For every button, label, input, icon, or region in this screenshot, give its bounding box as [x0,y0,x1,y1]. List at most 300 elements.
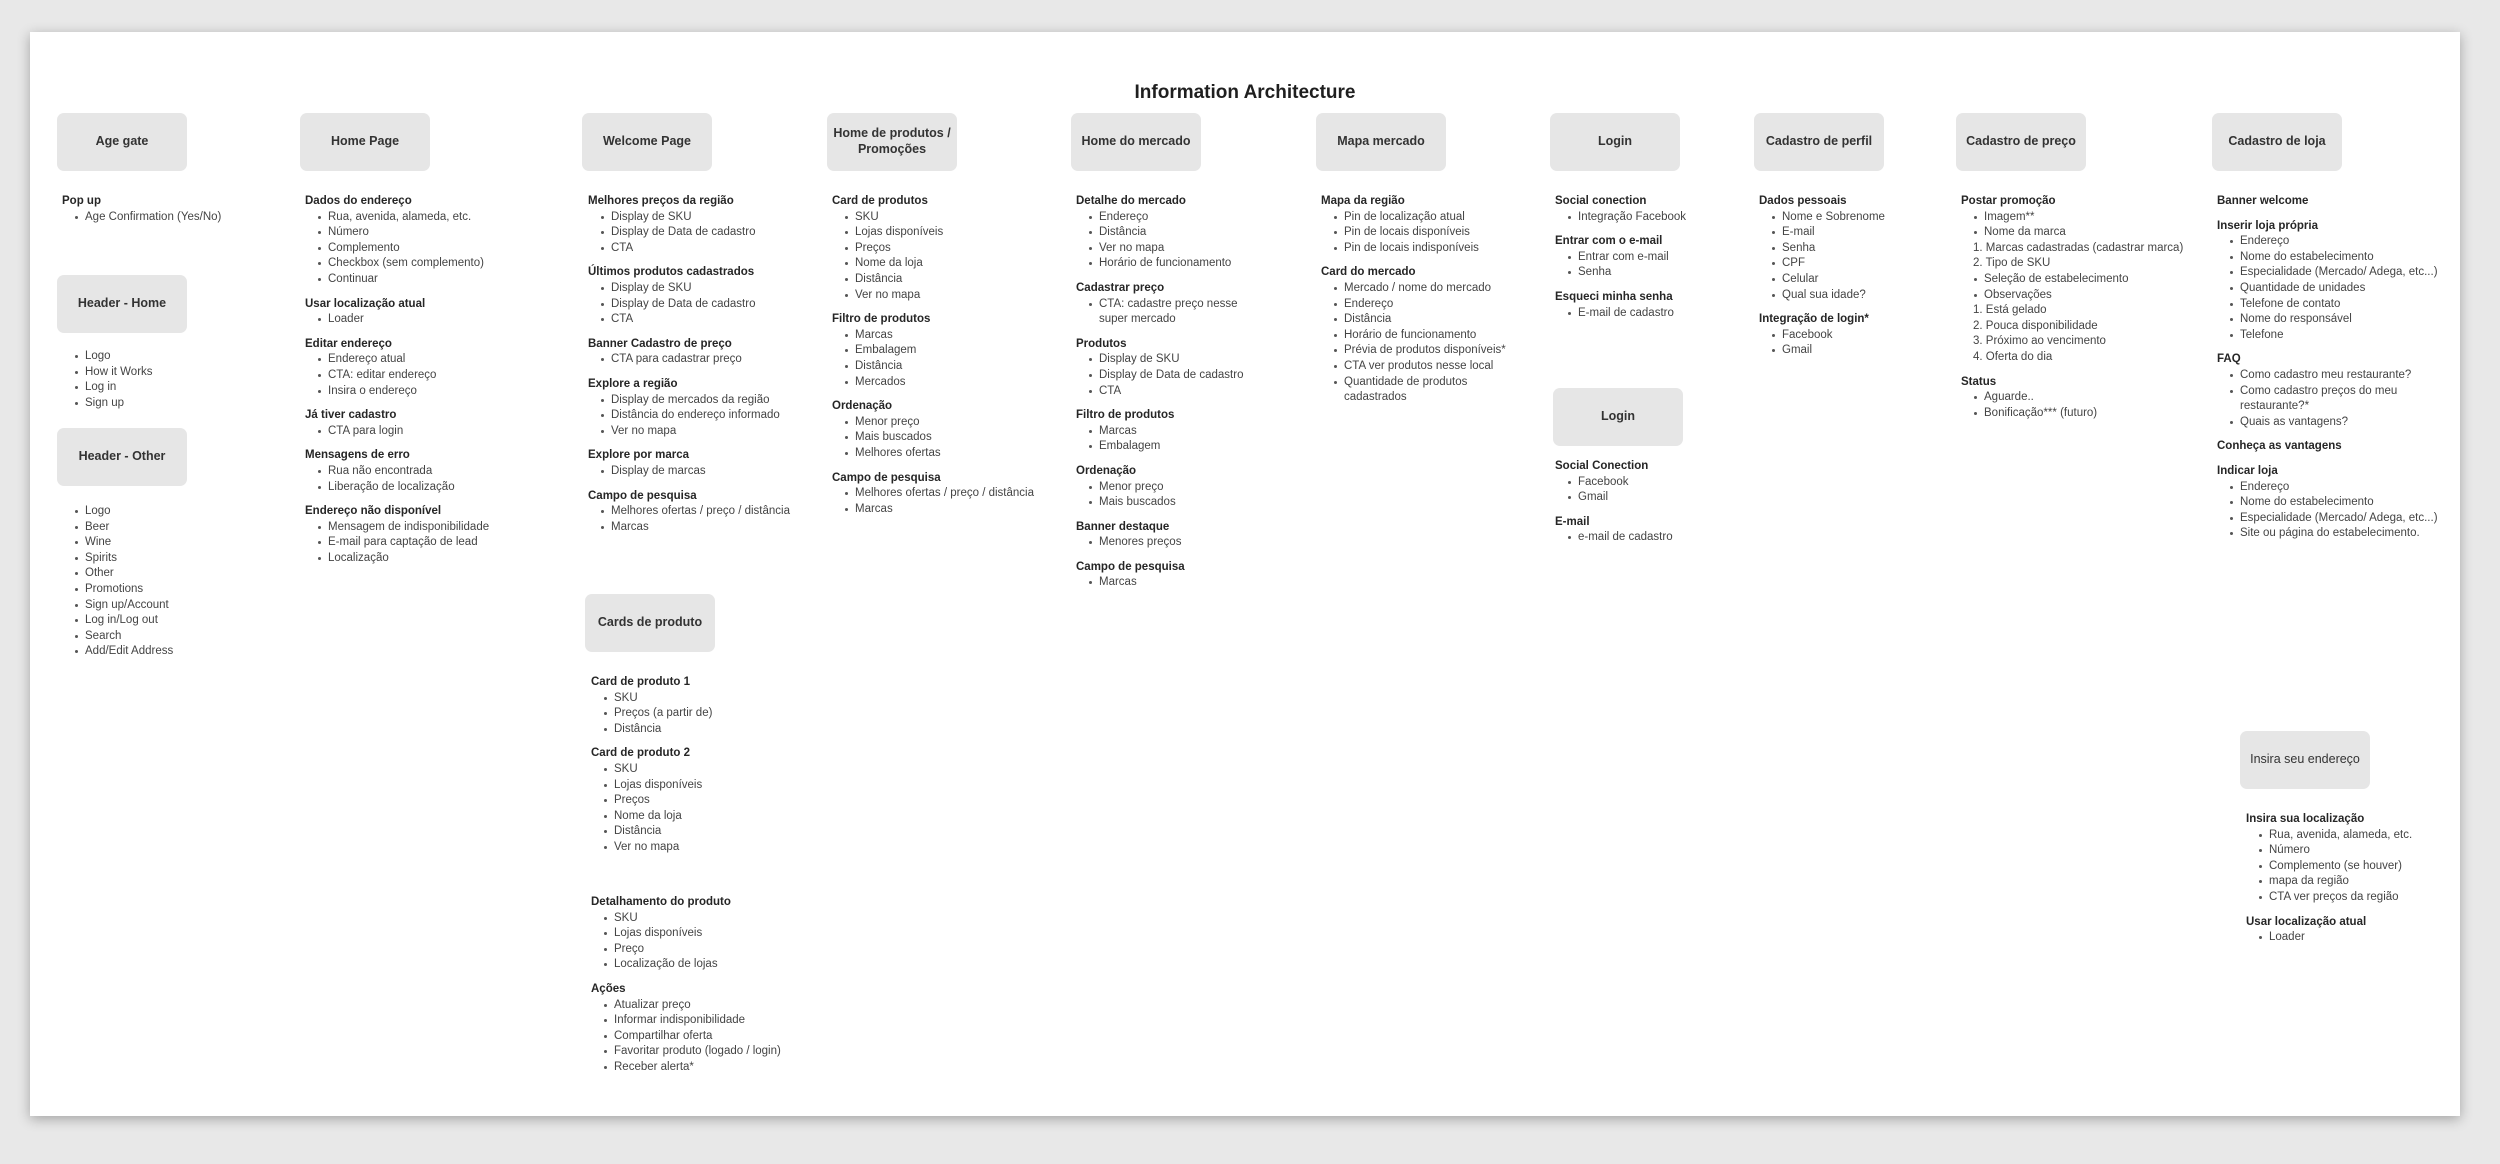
list-item: Número [2258,843,2446,859]
list-item: Localização de lojas [603,957,861,973]
list-item: Log in/Log out [74,613,332,629]
section [1555,194,1745,225]
section [1076,194,1266,272]
list-item: CTA ver produtos nesse local [1333,359,1511,375]
list-item: 3. Próximo ao vencimento [1973,335,2106,348]
group-login [1555,194,1745,330]
section-list [1961,210,2221,366]
section [2217,464,2447,542]
box-login-secondary[interactable]: Login [1553,388,1683,446]
section [1555,290,1745,321]
section [832,194,1102,303]
group-cadastro-de-perfil [1759,194,1949,368]
section-list [305,424,575,440]
list-item: Seleção de estabelecimento [1973,272,2221,288]
list-item: Logo [74,504,332,520]
section-list [1555,530,1745,546]
list-item: Qual sua idade? [1771,288,1949,304]
section-heading: Pop up [62,195,101,207]
section-heading: Social Conection [1555,460,1649,472]
list-item: Beer [74,520,332,536]
section-heading: Filtro de produtos [832,313,931,326]
section-heading: Campo de pesquisa [832,471,941,484]
list-item: E-mail de cadastro [1567,306,1745,322]
list-item: 2. Tipo de SKU [1973,257,2051,270]
list-item: Sign up [74,396,332,412]
list-item: Mercados [844,375,1102,391]
list-item: Preços (a partir de) [603,706,861,722]
list-item: Marcas [1088,424,1266,440]
list-item: E-mail [1771,225,1949,241]
section [1555,459,1745,506]
section [62,194,332,225]
section-list [305,210,575,288]
section-list [2246,930,2446,946]
section-heading: Produtos [1076,337,1127,350]
list-item: Informar indisponibilidade [603,1013,861,1029]
section [832,399,1102,461]
section-heading: FAQ [2217,353,2241,366]
list-item: Como cadastro preços do meu restaurante?* [2229,384,2447,415]
section [591,746,861,855]
section-heading: Últimos produtos cadastrados [588,266,755,279]
section [588,265,858,327]
box-cadastro-de-loja[interactable]: Cadastro de loja [2212,113,2342,171]
list-item: Wine [74,535,332,551]
group-insira-seu-endereco [2246,812,2446,955]
section-heading: Banner destaque [1076,520,1170,533]
box-login[interactable]: Login [1550,113,1680,171]
section [2246,915,2446,946]
list-item: Mais buscados [1088,495,1266,511]
section-list [832,486,1102,517]
section [1076,464,1266,511]
list-item: 1. Marcas cadastradas (cadastrar marca) [1973,241,2184,254]
section-list [1076,575,1266,591]
list-item: Horário de funcionamento [1088,256,1266,272]
list-item: Preço [603,942,861,958]
list-item: CTA ver preços da região [2258,890,2446,906]
list-item: Aguarde.. [1973,390,2221,406]
list-item: Integração Facebook [1567,210,1745,226]
list-item: Display de SKU [600,281,858,297]
list-item: Preços [603,793,861,809]
list-item: Telefone [2229,328,2447,344]
section-list [1555,250,1745,281]
list-item: Compartilhar oferta [603,1029,861,1045]
section [832,312,1102,390]
group-header-other [62,504,332,669]
list-item: 2. Pouca disponibilidade [1973,319,2098,332]
group-home-page [305,194,575,575]
list-item: Atualizar preço [603,998,861,1014]
list-item: Distância [844,359,1102,375]
section-heading: Dados pessoais [1759,195,1847,207]
list-item: Spirits [74,551,332,567]
list-item: Prévia de produtos disponíveis* [1333,343,1511,359]
section-list [591,762,861,856]
group-mapa-mercado [1321,194,1511,415]
list-item: Ver no mapa [600,424,858,440]
section [1076,337,1266,399]
page-title: Information Architecture [1134,82,1356,103]
box-insira-seu-endereco[interactable]: Insira seu endereço [2240,731,2370,789]
list-item: Ver no mapa [844,288,1102,304]
section-heading: Cadastrar preço [1076,281,1165,294]
section [1555,515,1745,546]
list-item: Display de SKU [600,210,858,226]
section [1076,408,1266,455]
list-item: Como cadastro meu restaurante? [2229,368,2447,384]
list-item: Gmail [1771,343,1949,359]
list-item: Insira o endereço [317,384,575,400]
list-item: Liberação de localização [317,480,575,496]
list-item: Log in [74,380,332,396]
box-home-page[interactable]: Home Page [300,113,430,171]
list-item: Mercado / nome do mercado [1333,281,1511,297]
section [305,504,575,566]
list-item: Sign up/Account [74,598,332,614]
section [1076,520,1266,551]
list-item: Especialidade (Mercado/ Adega, etc...) [2229,511,2447,527]
list-item: Marcas [600,520,858,536]
section-heading: Card de produto 2 [591,747,691,760]
section-heading: Dados do endereço [305,195,412,207]
list-item: Mensagem de indisponibilidade [317,520,575,536]
list-item: Ver no mapa [603,840,861,856]
section [591,675,861,737]
list-item: Nome da marca [1973,225,2221,241]
list-item: Rua não encontrada [317,464,575,480]
section [588,377,858,439]
list-item: Menores preços [1088,535,1266,551]
group-login-secondary [1555,459,1745,555]
section-list [1321,281,1511,406]
list-item: Quantidade de unidades [2229,281,2447,297]
list-item: SKU [603,911,861,927]
list-item: Facebook [1771,328,1949,344]
list-item: Display de Data de cadastro [1088,368,1266,384]
section-heading: Mapa da região [1321,195,1405,207]
list-item: Senha [1771,241,1949,257]
section-heading: Card de produto 1 [591,676,691,688]
list-item: Display de marcas [600,464,858,480]
section-list [588,393,858,440]
list-item: Distância [1333,312,1511,328]
section-list [832,415,1102,462]
list-item: Distância [1088,225,1266,241]
group-age-gate [62,194,332,234]
list-item: e-mail de cadastro [1567,530,1745,546]
list-item: Gmail [1567,490,1745,506]
list-item: Other [74,566,332,582]
section-heading: Campo de pesquisa [588,489,697,502]
list-item: Loader [317,312,575,328]
diagram-board [30,32,2460,1116]
list-item: How it Works [74,365,332,381]
list-item: Distância do endereço informado [600,408,858,424]
section-list [588,352,858,368]
section-list [1759,210,1949,304]
section [1759,312,1949,359]
group-home-de-produtos [832,194,1102,526]
section-list [1555,475,1745,506]
box-cards-de-produto[interactable]: Cards de produto [585,594,715,652]
list-item: Endereço [2229,480,2447,496]
section [588,194,858,256]
section-heading: Ações [591,982,626,995]
section-heading: Já tiver cadastro [305,409,397,422]
list-item: Add/Edit Address [74,644,332,660]
box-cadastro-de-perfil[interactable]: Cadastro de perfil [1754,113,1884,171]
list-item: 4. Oferta do dia [1973,350,2053,363]
list-item: Nome do estabelecimento [2229,495,2447,511]
section [1321,194,1511,256]
section-list [2246,828,2446,906]
section [1759,194,1949,303]
list-item: SKU [603,762,861,778]
list-item: Display de Data de cadastro [600,297,858,313]
section-list [1076,480,1266,511]
section-list [588,464,858,480]
list-item: Menor preço [844,415,1102,431]
section-list [305,464,575,495]
group-header-home [62,349,332,420]
list-item: CTA para login [317,424,575,440]
section [62,349,332,411]
list-item: Search [74,629,332,645]
section-list [591,911,861,973]
section-list [591,691,861,738]
list-item: Especialidade (Mercado/ Adega, etc...) [2229,265,2447,281]
list-item: Facebook [1567,475,1745,491]
list-item: Endereço [1088,210,1266,226]
section [1961,375,2221,422]
list-item: SKU [603,691,861,707]
section-list [1321,210,1511,257]
box-mapa-mercado[interactable]: Mapa mercado [1316,113,1446,171]
list-item: Senha [1567,265,1745,281]
section [591,982,861,1076]
box-home-de-produtos[interactable]: Home de produtos / Promoções [827,113,957,171]
list-item: Horário de funcionamento [1333,328,1511,344]
list-item: CTA [600,312,858,328]
section-list [588,504,858,535]
list-item: Melhores ofertas / preço / distância [600,504,858,520]
box-header-other[interactable]: Header - Other [57,428,187,486]
section-list [1076,535,1266,551]
list-item: Número [317,225,575,241]
section [2217,219,2447,344]
section-list [588,281,858,328]
list-item: Distância [844,272,1102,288]
section-list [62,504,332,660]
list-item: Display de Data de cadastro [600,225,858,241]
section [588,448,858,479]
section-heading: Editar endereço [305,337,392,350]
list-item: Promotions [74,582,332,598]
list-item: Nome do estabelecimento [2229,250,2447,266]
section-list [2217,234,2447,343]
section-heading: Banner Cadastro de preço [588,337,732,350]
list-item: Nome do responsável [2229,312,2447,328]
list-item: Display de mercados da região [600,393,858,409]
section-heading: Usar localização atual [305,297,426,310]
section [62,504,332,660]
section [2217,439,2447,455]
list-item: Endereço [2229,234,2447,250]
list-item: Pin de locais disponíveis [1333,225,1511,241]
section-heading: Postar promoção [1961,195,2056,207]
list-item: Telefone de contato [2229,297,2447,313]
list-item: CTA: editar endereço [317,368,575,384]
section-list [832,328,1102,390]
list-item: Localização [317,551,575,567]
section-list [305,520,575,567]
section [1961,194,2221,366]
section [1321,265,1511,405]
list-item: Melhores ofertas / preço / distância [844,486,1102,502]
section-list [1555,210,1745,226]
section-heading: Ordenação [1076,464,1137,477]
list-item: Mais buscados [844,430,1102,446]
section [305,337,575,399]
section-heading: Status [1961,375,1997,388]
box-cadastro-de-preco[interactable]: Cadastro de preço [1956,113,2086,171]
section-heading: Indicar loja [2217,464,2278,477]
section-heading: Conheça as vantagens [2217,440,2342,453]
section-list [305,352,575,399]
box-home-do-mercado[interactable]: Home do mercado [1071,113,1201,171]
list-item: Site ou página do estabelecimento. [2229,526,2447,542]
list-item: Pin de localização atual [1333,210,1511,226]
list-item: Endereço atual [317,352,575,368]
list-item: Marcas [1088,575,1266,591]
section-list [588,210,858,257]
list-item: 1. Está gelado [1973,304,2047,317]
list-item: Loader [2258,930,2446,946]
section-heading: Inserir loja própria [2217,219,2318,232]
list-item: Marcas [844,502,1102,518]
list-item: SKU [844,210,1102,226]
list-item: Menor preço [1088,480,1266,496]
list-item: Complemento (se houver) [2258,859,2446,875]
list-item: Bonificação*** (futuro) [1973,406,2221,422]
section-heading: Explore a região [588,377,678,390]
section-heading: Ordenação [832,400,893,413]
list-item: Entrar com e-mail [1567,250,1745,266]
section-heading: Entrar com o e-mail [1555,235,1663,248]
list-item: Rua, avenida, alameda, etc. [317,210,575,226]
section-list [1076,424,1266,455]
list-item: Rua, avenida, alameda, etc. [2258,828,2446,844]
list-item: CPF [1771,256,1949,272]
box-welcome-page[interactable]: Welcome Page [582,113,712,171]
section-heading: Card do mercado [1321,266,1416,279]
section-list [1076,297,1266,328]
section [305,448,575,495]
list-item: Distância [603,722,861,738]
list-item: Lojas disponíveis [603,926,861,942]
list-item: Preços [844,241,1102,257]
section [588,489,858,536]
section [1076,560,1266,591]
section-list [305,312,575,328]
list-item: Observações [1973,288,2221,304]
section-heading: Usar localização atual [2246,915,2367,928]
section-heading: Detalhe do mercado [1076,195,1186,207]
list-item: Age Confirmation (Yes/No) [74,210,332,226]
list-item: Lojas disponíveis [844,225,1102,241]
group-cadastro-de-loja [2217,194,2447,551]
section [1555,234,1745,281]
section [588,337,858,368]
list-item: Favoritar produto (logado / login) [603,1044,861,1060]
section-heading: E-mail [1555,515,1590,528]
box-age-gate[interactable]: Age gate [57,113,187,171]
section-list [1555,306,1745,322]
section-heading: Explore por marca [588,449,689,462]
list-item: Display de SKU [1088,352,1266,368]
list-item: Melhores ofertas [844,446,1102,462]
list-item: Nome da loja [844,256,1102,272]
section-heading: Melhores preços da região [588,195,734,207]
list-item: CTA [600,241,858,257]
list-item: Complemento [317,241,575,257]
list-item: Endereço [1333,297,1511,313]
group-welcome-page [588,194,858,544]
section-list [591,998,861,1076]
list-item: Checkbox (sem complemento) [317,256,575,272]
section-heading: Social conection [1555,195,1647,207]
list-item: Marcas [844,328,1102,344]
list-item: Lojas disponíveis [603,778,861,794]
section [591,895,861,973]
list-item: mapa da região [2258,874,2446,890]
group-detalhamento [591,895,861,1085]
group-cadastro-de-preco [1961,194,2221,430]
section-heading: Campo de pesquisa [1076,560,1185,573]
section-heading: Mensagens de erro [305,449,410,462]
section [305,408,575,439]
section-heading: Esqueci minha senha [1555,290,1673,303]
section [2217,194,2447,210]
section-list [62,210,332,226]
group-cards-de-produto [591,675,861,865]
list-item: Logo [74,349,332,365]
section-list [2217,480,2447,542]
list-item: Embalagem [844,343,1102,359]
list-item: Nome da loja [603,809,861,825]
section-heading: Banner welcome [2217,195,2309,207]
list-item: Celular [1771,272,1949,288]
group-home-do-mercado [1076,194,1266,600]
box-header-home[interactable]: Header - Home [57,275,187,333]
list-item: CTA [1088,384,1266,400]
section-heading: Filtro de produtos [1076,409,1175,422]
section-list [1076,352,1266,399]
list-item: CTA: cadastre preço nesse super mercado [1088,297,1266,328]
list-item: CTA para cadastrar preço [600,352,858,368]
list-item: Quantidade de produtos cadastrados [1333,375,1511,406]
section [2217,352,2447,430]
section [305,194,575,288]
section-heading: Endereço não disponível [305,505,442,518]
section-heading: Integração de login* [1759,313,1869,326]
list-item: Distância [603,824,861,840]
section-heading: Insira sua localização [2246,813,2365,825]
list-item: Imagem** [1973,210,2221,226]
